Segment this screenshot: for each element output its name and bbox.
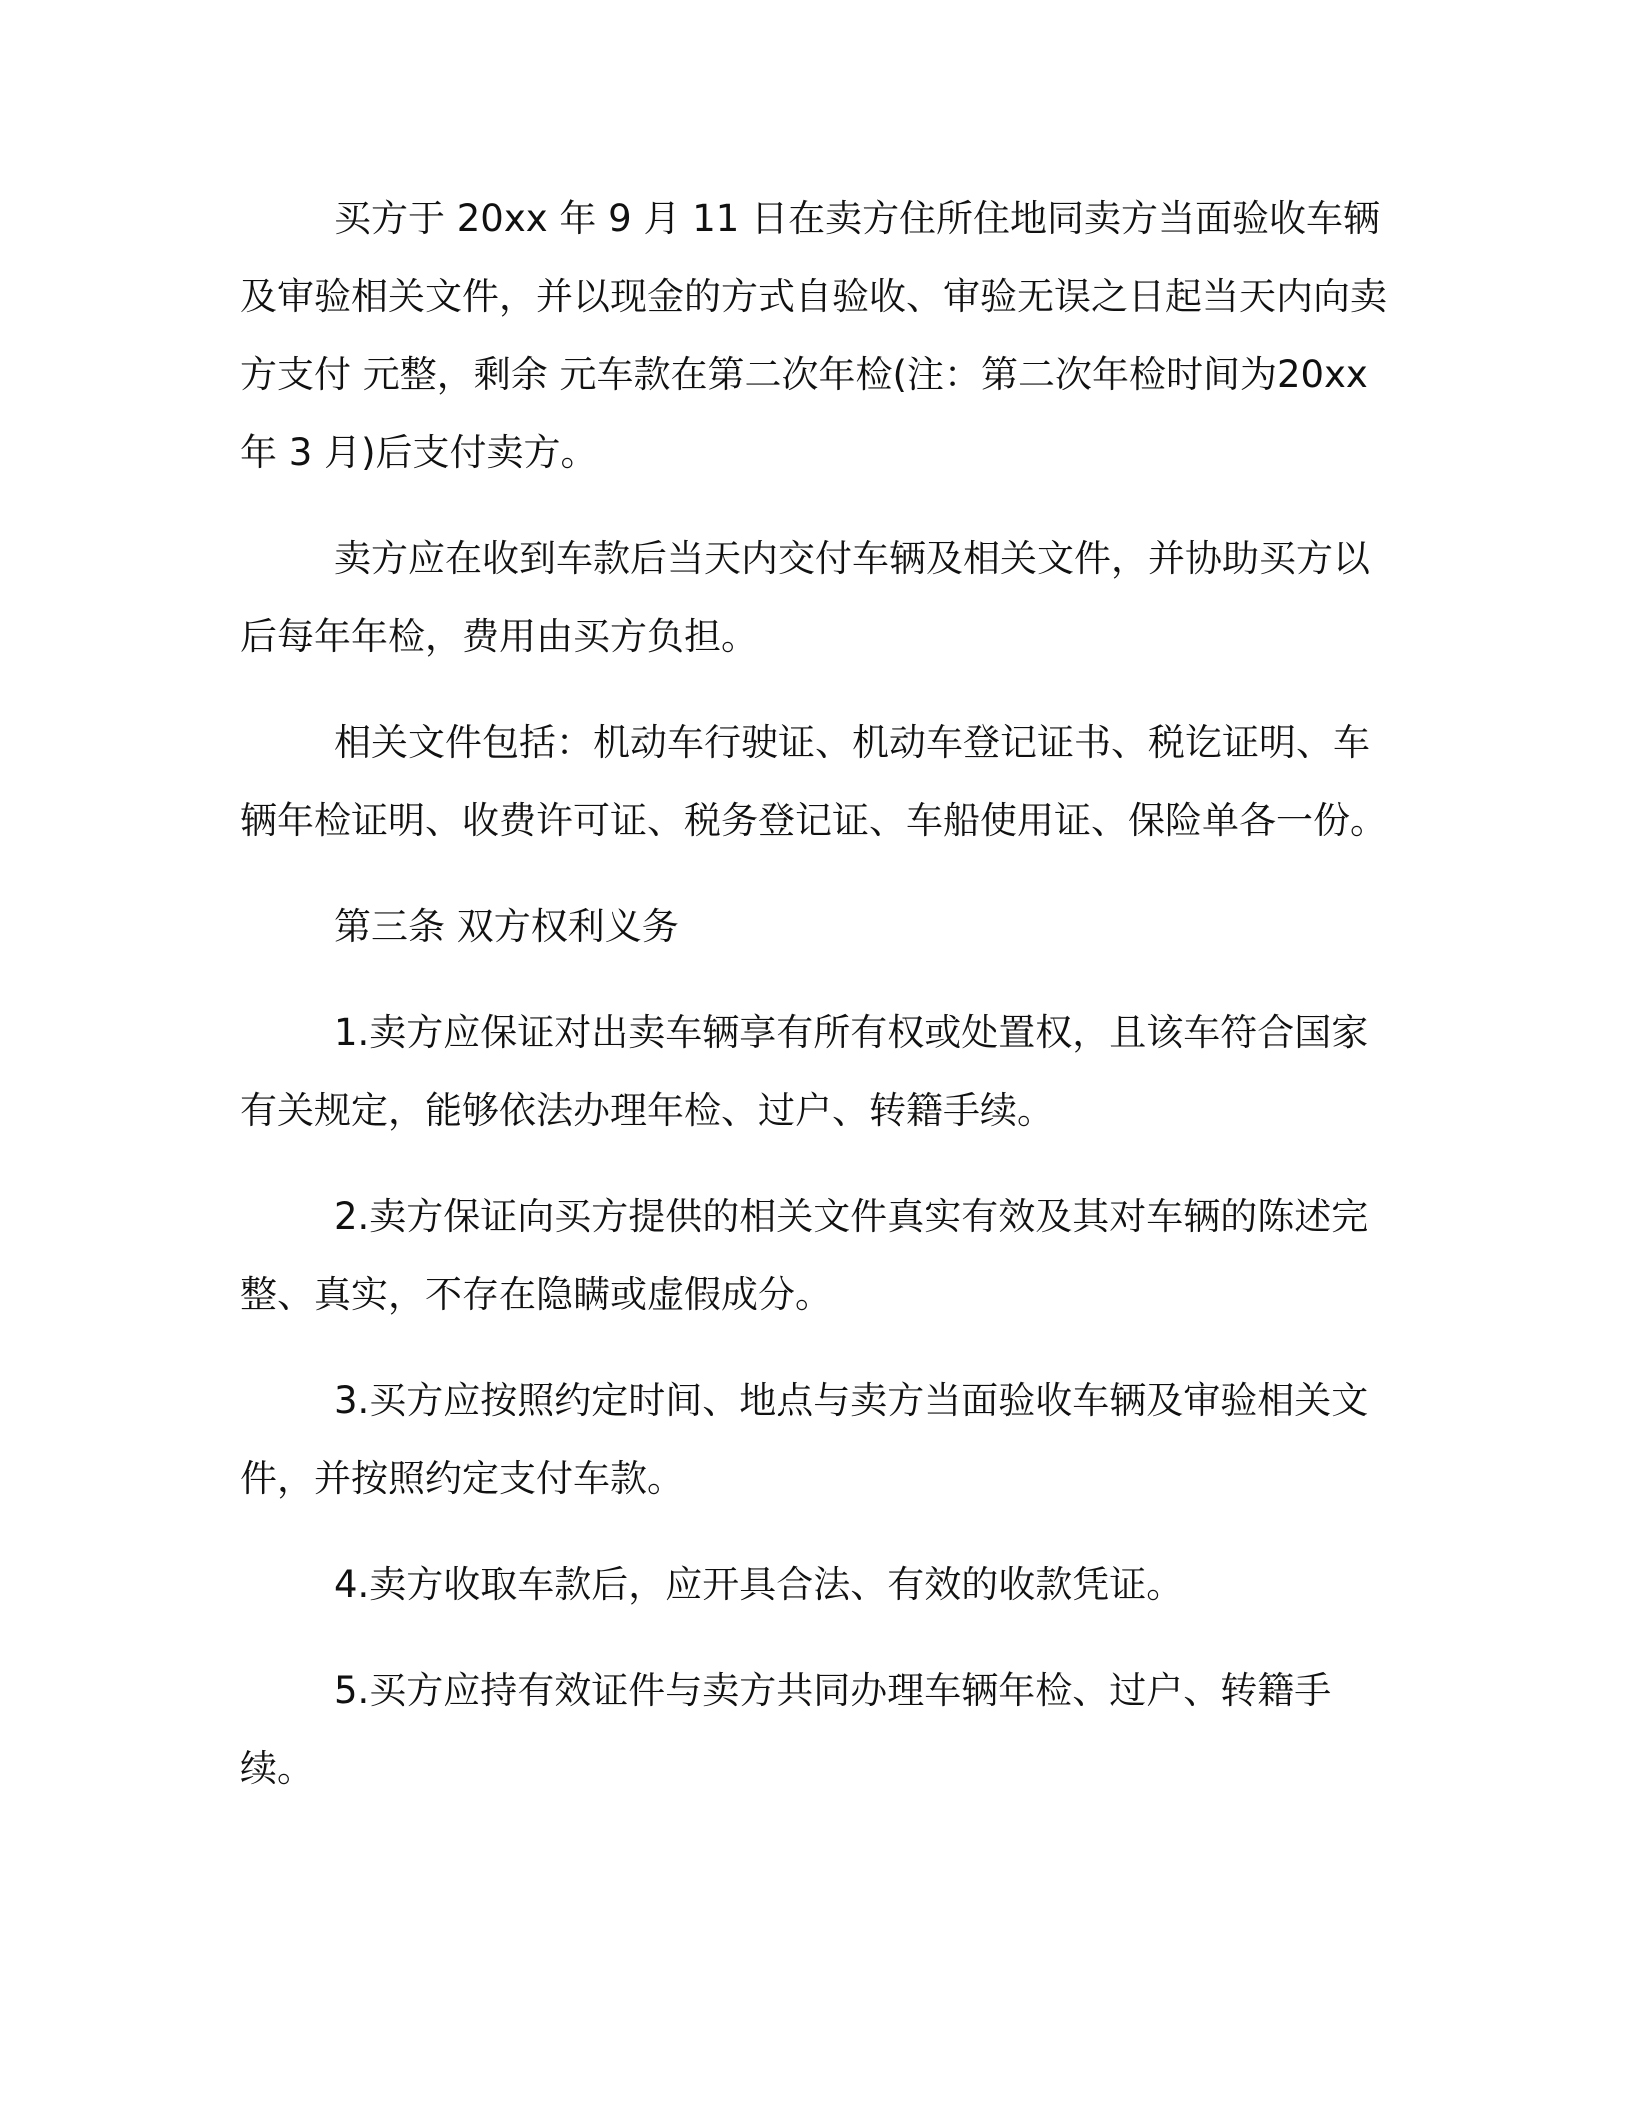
section-heading-article-3: 第三条 双方权利义务 [334, 905, 679, 948]
clause-5: 5.买方应持有效证件与卖方共同办理车辆年检、过户、转籍手续。 [240, 1669, 1332, 1790]
clause-2: 2.卖方保证向买方提供的相关文件真实有效及其对车辆的陈述完整、真实，不存在隐瞒或虚假成分。 [240, 1195, 1369, 1316]
document-body [240, 180, 1400, 1836]
paragraph-delivery: 卖方应在收到车款后当天内交付车辆及相关文件，并协助买方以后每年年检，费用由买方负担。 [240, 537, 1370, 658]
paragraph-related-documents: 相关文件包括：机动车行驶证、机动车登记证书、税讫证明、车辆年检证明、收费许可证、税务登记证、车船使用证、保险单各一份。 [240, 721, 1387, 842]
clause-1: 1.卖方应保证对出卖车辆享有所有权或处置权，且该车符合国家有关规定，能够依法办理年检、过户、转籍手续。 [240, 1011, 1369, 1132]
clause-4: 4.卖方收取车款后，应开具合法、有效的收款凭证。 [334, 1563, 1184, 1606]
paragraph-payment-terms: 买方于 20xx 年 9 月 11 日在卖方住所住地同卖方当面验收车辆及审验相关文件，并以现金的方式自验收、审验无误之日起当天内向卖方支付 元整，剩余 元车款在第二次年检(注：第二次年检时间为20xx 年 3 月)后支付卖方。 [240, 197, 1387, 474]
clause-3: 3.买方应按照约定时间、地点与卖方当面验收车辆及审验相关文件，并按照约定支付车款。 [240, 1379, 1369, 1500]
